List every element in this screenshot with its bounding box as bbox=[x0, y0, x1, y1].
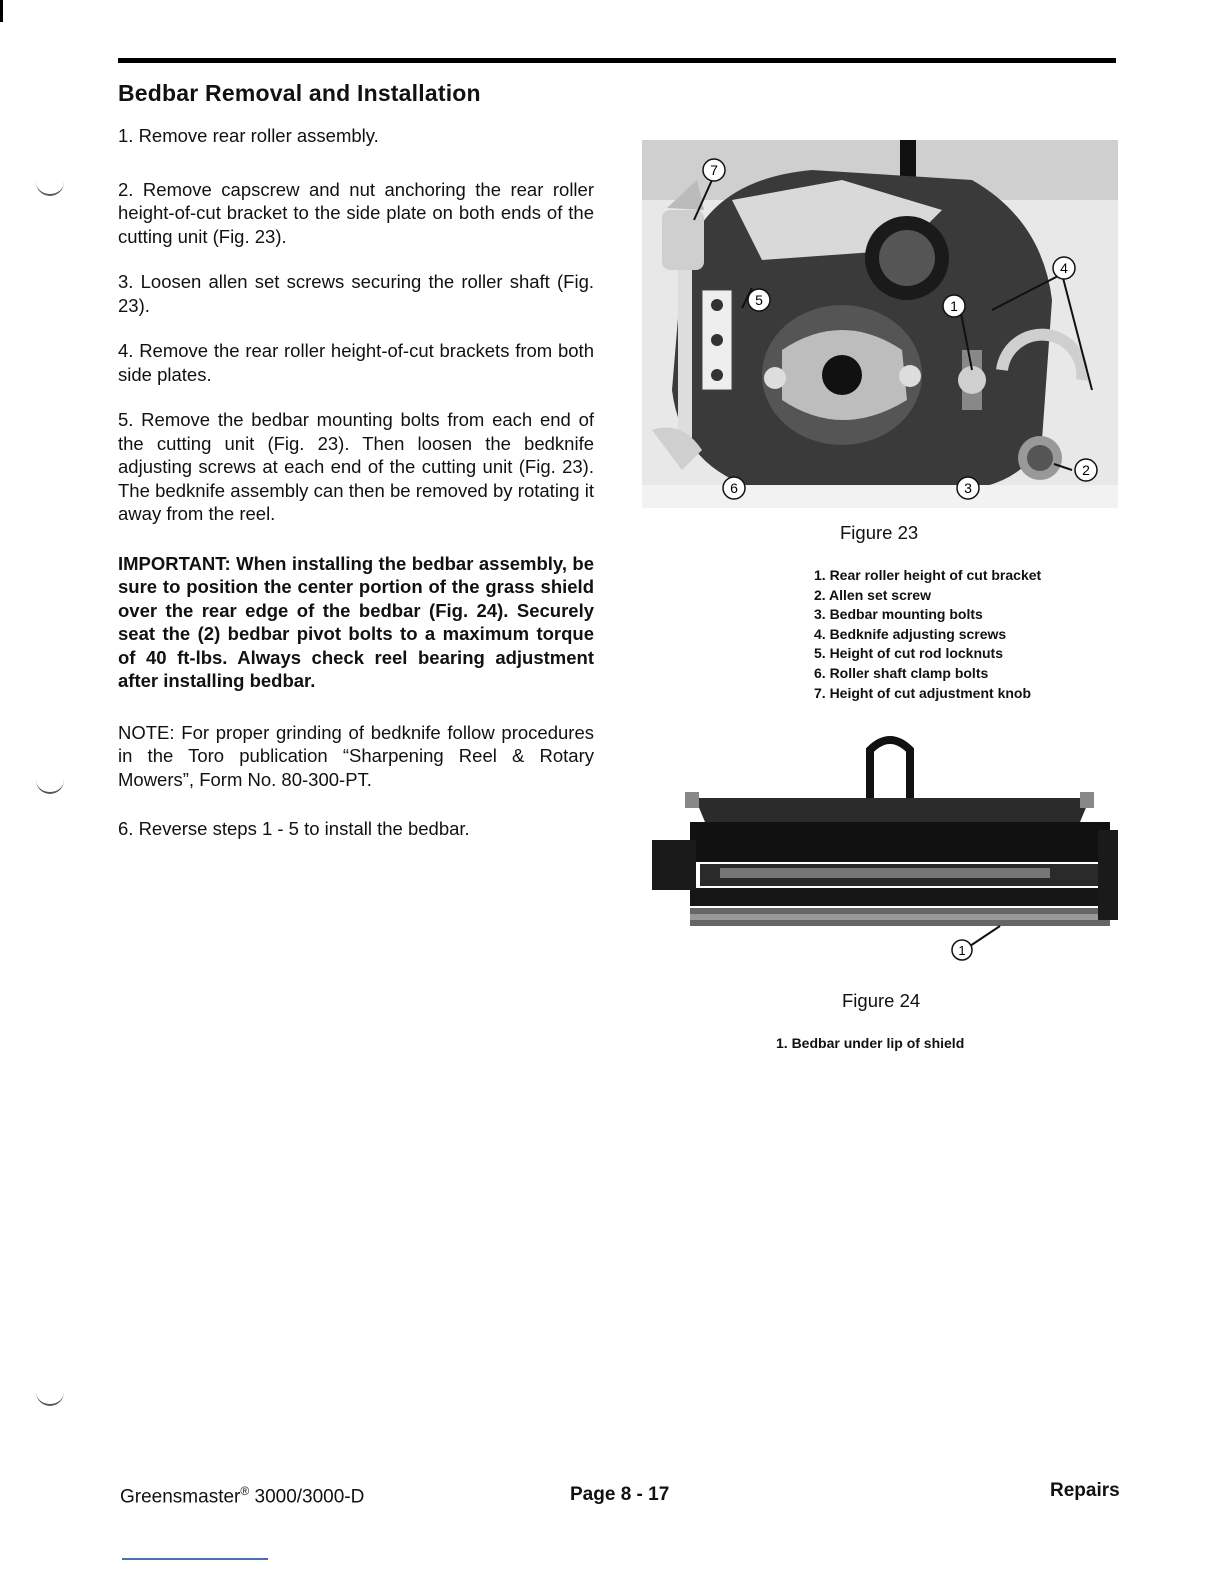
page-edge-mark bbox=[0, 0, 3, 22]
svg-text:2: 2 bbox=[1082, 462, 1090, 478]
svg-text:6: 6 bbox=[730, 480, 738, 496]
svg-text:7: 7 bbox=[710, 162, 718, 178]
figure-24-legend bbox=[776, 1034, 964, 1054]
instructions-column bbox=[118, 124, 594, 863]
fig23-callout-1 bbox=[943, 295, 965, 317]
figure-23-illustration bbox=[642, 140, 1118, 508]
step-3: 3. Loosen allen set screws securing the roller shaft (Fig. 23). bbox=[118, 271, 594, 316]
fig23-callout-6 bbox=[723, 477, 745, 499]
fig23-callout-4 bbox=[1053, 257, 1075, 279]
footer-product: Greensmaster® 3000/3000-D bbox=[120, 1484, 365, 1508]
figure-24-caption: Figure 24 bbox=[842, 990, 921, 1011]
step-2: 2. Remove capscrew and nut anchoring the rear roller height-of-cut bracket to the side plate on both ends of the cutting unit (Fig. 23). bbox=[118, 178, 594, 247]
fig23-callout-5 bbox=[748, 289, 770, 311]
step-1: 1. Remove rear roller assembly. bbox=[118, 125, 379, 146]
legend-item: 3. Bedbar mounting bolts bbox=[814, 606, 983, 623]
legend-item: 1. Rear roller height of cut bracket bbox=[814, 567, 1042, 583]
step-4: 4. Remove the rear roller height-of-cut brackets from both side plates. bbox=[118, 340, 594, 385]
binding-mark bbox=[36, 1390, 64, 1406]
legend-item: 2. Allen set screw bbox=[814, 586, 931, 603]
figure-23-legend bbox=[814, 566, 1041, 703]
binding-mark bbox=[36, 778, 64, 794]
note: NOTE: For proper grinding of bedknife follow procedures in the Toro publication “Sharpening Reel & Rotary Mowers”, Form No. 80-300-PT. bbox=[118, 721, 594, 790]
svg-text:1: 1 bbox=[958, 943, 966, 958]
bottom-rule bbox=[122, 1558, 268, 1560]
header-rule bbox=[118, 58, 1116, 63]
legend-item: 4. Bedknife adjusting screws bbox=[814, 625, 1007, 642]
figure-24-illustration bbox=[650, 730, 1120, 962]
fig24-callout-1 bbox=[952, 940, 972, 960]
fig23-callout-3 bbox=[957, 477, 979, 499]
svg-text:3: 3 bbox=[964, 480, 972, 496]
footer-page-number: Page 8 - 17 bbox=[570, 1484, 670, 1505]
legend-item: 6. Roller shaft clamp bolts bbox=[814, 664, 989, 681]
section-title: Bedbar Removal and Installation bbox=[118, 80, 481, 106]
step-5: 5. Remove the bedbar mounting bolts from each end of the cutting unit (Fig. 23). Then loosen the bedknife adjusting screws at each end of the cutting unit (Fig. 23). The bedknife assembly can then be removed by rotating it away from the reel. bbox=[118, 409, 594, 524]
fig23-callout-2 bbox=[1075, 459, 1097, 481]
binding-mark bbox=[36, 180, 64, 196]
legend-item: 1. Bedbar under lip of shield bbox=[776, 1035, 965, 1051]
important-notice: IMPORTANT: When installing the bedbar assembly, be sure to position the center portion of the grass shield over the rear edge of the bedbar (Fig. 24). Securely seat the (2) bedbar pivot bolts to a maximum torque of 40 ft-lbs. Always check reel bearing adjustment after installing bedbar. bbox=[118, 552, 594, 691]
svg-text:1: 1 bbox=[950, 298, 958, 314]
figure-23-photo bbox=[642, 140, 1118, 508]
figure-23-caption: Figure 23 bbox=[840, 522, 919, 543]
step-6: 6. Reverse steps 1 - 5 to install the bedbar. bbox=[118, 818, 470, 839]
legend-item: 5. Height of cut rod locknuts bbox=[814, 645, 1004, 662]
svg-text:5: 5 bbox=[755, 292, 763, 308]
svg-text:4: 4 bbox=[1060, 260, 1068, 276]
legend-item: 7. Height of cut adjustment knob bbox=[814, 684, 1032, 701]
fig23-callout-7 bbox=[703, 159, 725, 181]
figure-24-photo bbox=[650, 730, 1120, 962]
footer-section: Repairs bbox=[1050, 1480, 1120, 1501]
